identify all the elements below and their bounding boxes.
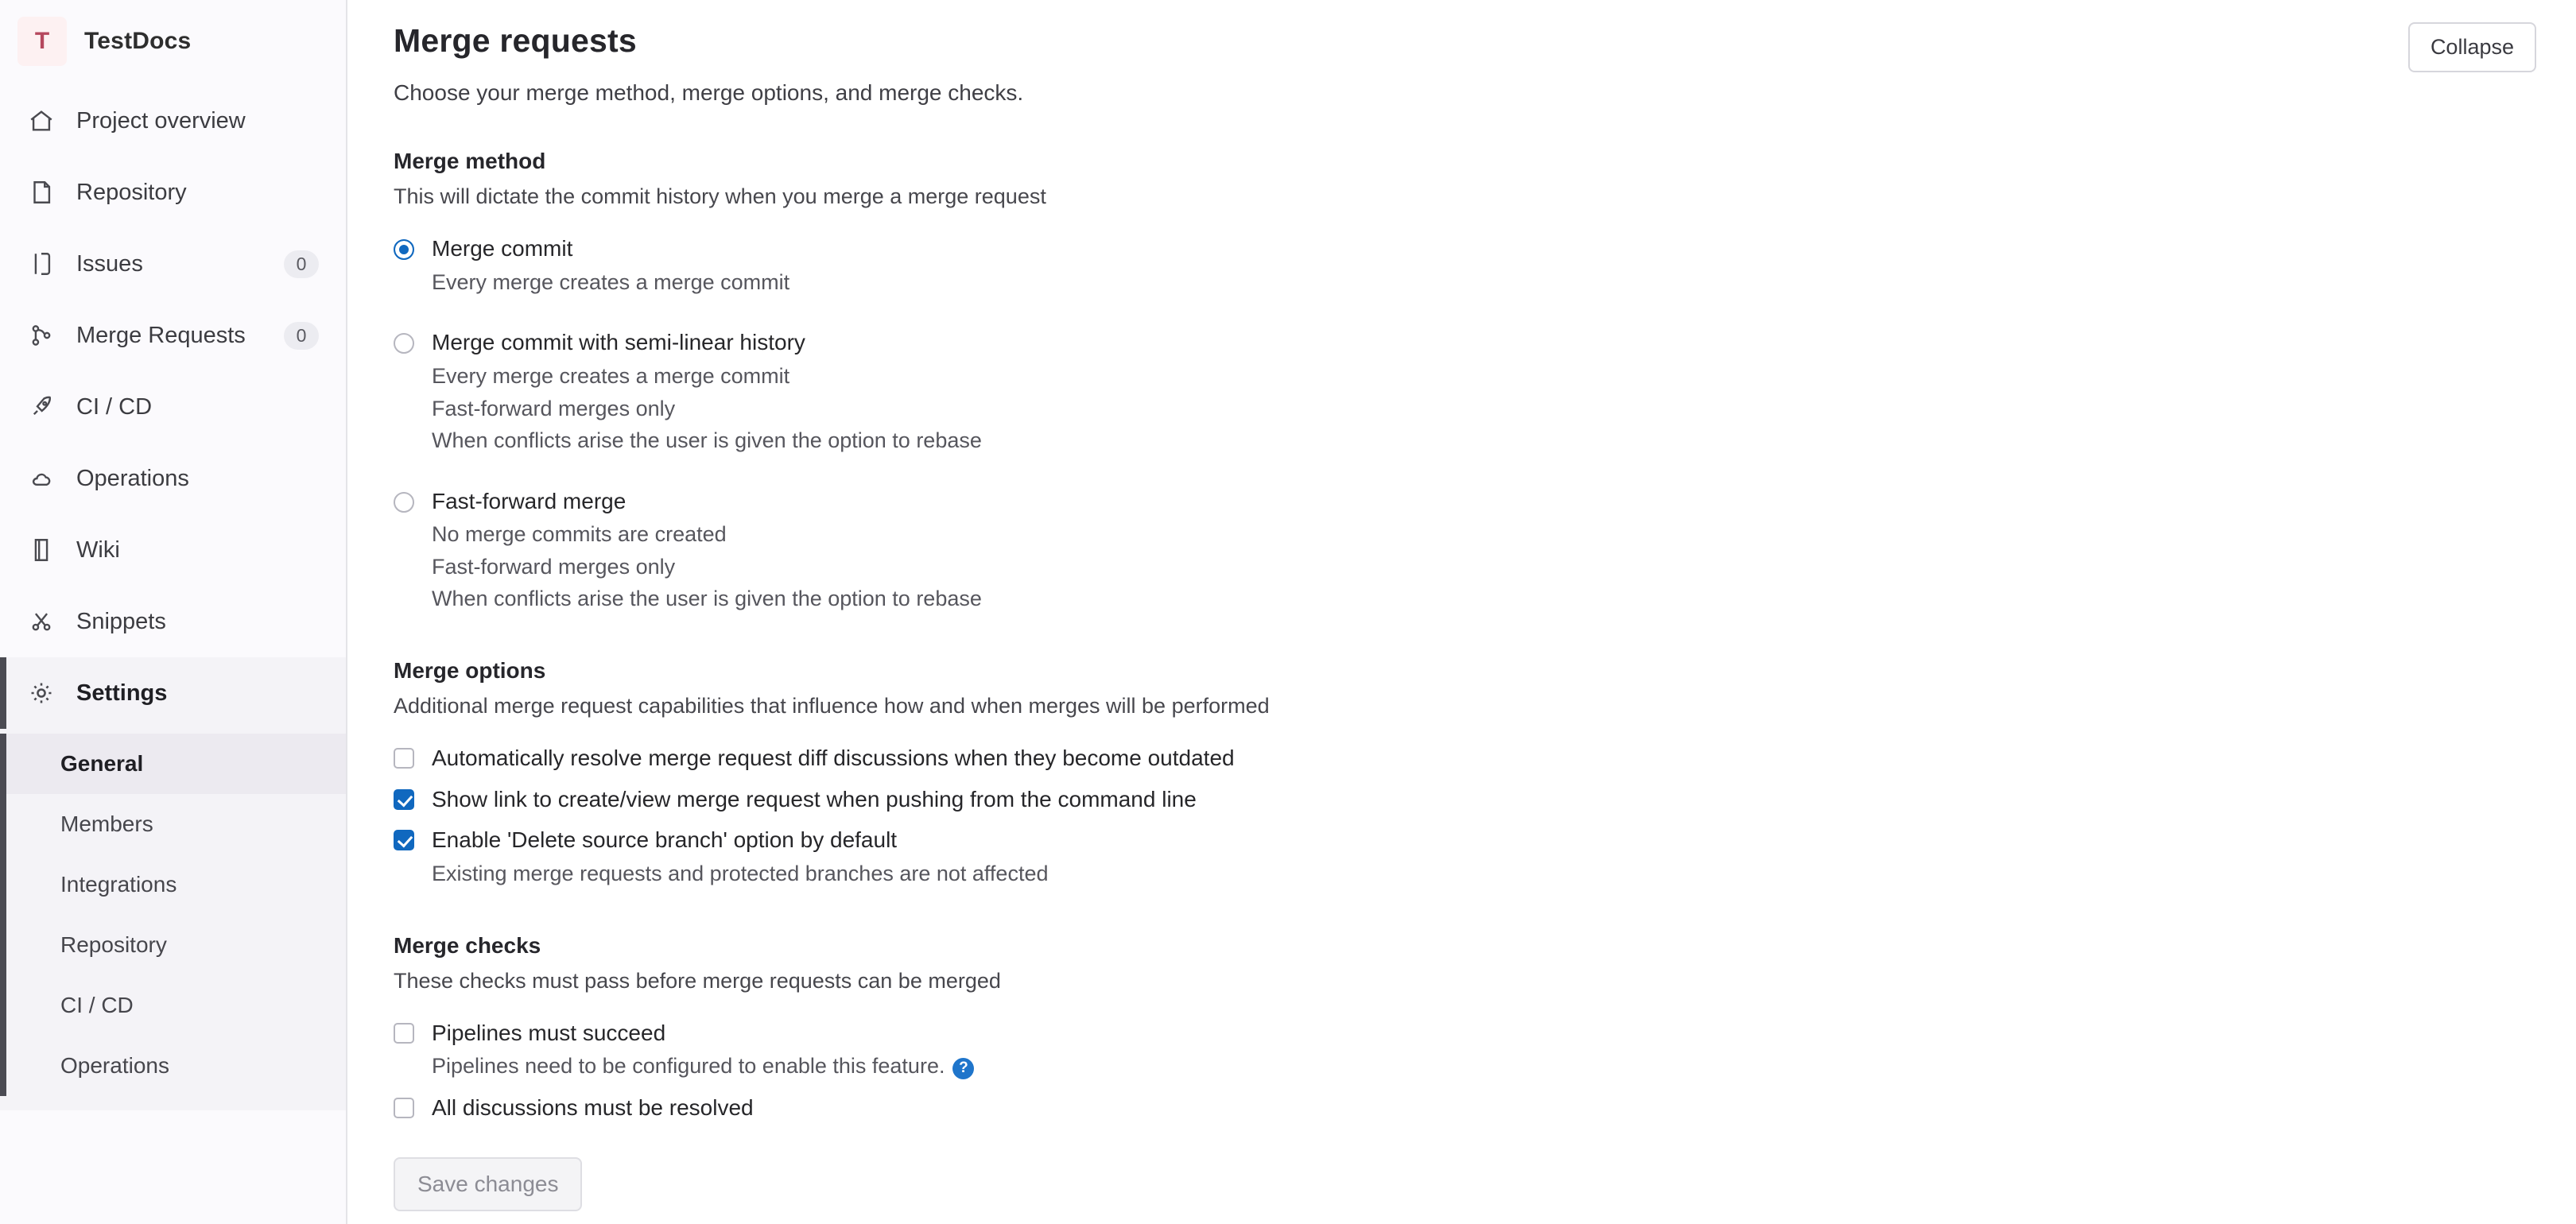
checkbox-pipelines-must-succeed[interactable] [394, 1023, 414, 1044]
subnav-item-label: General [60, 751, 144, 776]
subnav-item-label: Integrations [60, 872, 177, 897]
checkbox-option-show-link-push[interactable] [394, 784, 2512, 815]
checkbox-auto-resolve-discussions[interactable] [394, 748, 414, 769]
main-content [347, 0, 2576, 1224]
radio-label: Merge commit [432, 236, 573, 261]
sidebar-item-snippets[interactable] [0, 586, 346, 657]
issues-icon [27, 250, 56, 278]
subnav-item-label: Repository [60, 932, 167, 957]
radio-desc-line: Fast-forward merges only [432, 554, 676, 579]
sidebar-item-label: Merge Requests [76, 322, 246, 348]
checkbox-option-all-discussions-resolved[interactable] [394, 1092, 2512, 1124]
project-brand[interactable] [0, 0, 346, 83]
project-avatar: T [17, 17, 67, 66]
subnav-item-general[interactable] [0, 734, 346, 794]
merge-method-description: This will dictate the commit history when you merge a merge request [394, 184, 1046, 208]
sidebar-item-merge-requests[interactable] [0, 300, 346, 371]
merge-checks-list [394, 1017, 2512, 1124]
help-icon[interactable]: ? [952, 1058, 974, 1079]
sidebar-item-issues[interactable] [0, 228, 346, 300]
radio-desc-line: When conflicts arise the user is given the option to rebase [432, 587, 982, 611]
merge-method-options [394, 233, 2512, 615]
sidebar-item-label: Settings [76, 680, 168, 706]
radio-merge-commit-semi-linear[interactable] [394, 333, 414, 354]
merge-method-section [394, 149, 2512, 615]
subnav-item-ci-cd[interactable] [0, 975, 346, 1036]
merge-options-section [394, 658, 2512, 890]
sidebar-item-label: Repository [76, 179, 187, 205]
sidebar [0, 0, 347, 1224]
gear-icon [27, 679, 56, 707]
merge-options-description: Additional merge request capabilities that influence how and when merges will be performed [394, 693, 1270, 718]
project-name: TestDocs [84, 27, 192, 54]
subnav-item-label: Operations [60, 1053, 169, 1078]
radio-option-merge-commit[interactable] [394, 233, 2512, 298]
sidebar-item-project-overview[interactable] [0, 85, 346, 157]
merge-requests-icon [27, 321, 56, 350]
radio-merge-commit[interactable] [394, 239, 414, 260]
radio-desc-line: When conflicts arise the user is given the option to rebase [432, 428, 982, 452]
pipelines-help-text: Pipelines need to be configured to enable this feature. [432, 1054, 945, 1079]
home-icon [27, 107, 56, 135]
merge-method-title: Merge method [394, 149, 546, 173]
subnav-item-integrations[interactable] [0, 854, 346, 915]
settings-subnav [0, 729, 346, 1110]
sidebar-item-ci-cd[interactable] [0, 371, 346, 443]
sidebar-item-label: CI / CD [76, 393, 153, 420]
subnav-active-rail [0, 734, 6, 1096]
snippet-icon [27, 607, 56, 636]
checkbox-label: Automatically resolve merge request diff discussions when they become outdated [432, 745, 1235, 770]
merge-checks-description: These checks must pass before merge requests can be merged [394, 968, 1001, 993]
radio-label: Fast-forward merge [432, 488, 627, 513]
checkbox-all-discussions-resolved[interactable] [394, 1098, 414, 1118]
page-subtitle: Choose your merge method, merge options, and merge checks. [394, 80, 1024, 105]
subnav-item-label: CI / CD [60, 993, 134, 1017]
page-title: Merge requests [394, 22, 637, 59]
sidebar-item-label: Wiki [76, 536, 120, 563]
sidebar-item-wiki[interactable] [0, 514, 346, 586]
radio-desc-line: Every merge creates a merge commit [432, 364, 790, 388]
sidebar-nav [0, 83, 346, 1110]
sidebar-item-settings[interactable] [0, 657, 346, 729]
merge-checks-section [394, 933, 2512, 1124]
checkbox-label: All discussions must be resolved [432, 1094, 754, 1120]
subnav-item-operations[interactable] [0, 1036, 346, 1096]
collapse-button[interactable]: Collapse [2408, 22, 2536, 72]
sidebar-item-label: Snippets [76, 608, 166, 634]
sidebar-item-label: Operations [76, 465, 189, 491]
issues-count-badge: 0 [284, 250, 319, 278]
rocket-icon [27, 393, 56, 421]
subnav-item-members[interactable] [0, 794, 346, 854]
radio-option-semi-linear[interactable] [394, 327, 2512, 456]
merge-requests-count-badge: 0 [284, 322, 319, 350]
checkbox-option-auto-resolve-discussions[interactable] [394, 742, 2512, 774]
checkbox-option-delete-source-branch[interactable] [394, 824, 2512, 889]
radio-desc-line: Fast-forward merges only [432, 396, 676, 420]
sidebar-item-label: Project overview [76, 107, 246, 134]
checkbox-desc-line [432, 1050, 2512, 1083]
radio-desc-line: No merge commits are created [432, 522, 727, 547]
book-icon [27, 536, 56, 564]
merge-checks-title: Merge checks [394, 932, 541, 958]
checkbox-show-link-push[interactable] [394, 789, 414, 810]
cloud-gear-icon [27, 464, 56, 493]
checkbox-label: Show link to create/view merge request when pushing from the command line [432, 786, 1197, 811]
save-changes-button[interactable]: Save changes [394, 1157, 582, 1211]
radio-desc-line: Every merge creates a merge commit [432, 269, 790, 294]
sidebar-item-repository[interactable] [0, 157, 346, 228]
radio-option-fast-forward[interactable] [394, 486, 2512, 615]
checkbox-label: Pipelines must succeed [432, 1020, 666, 1045]
sidebar-item-operations[interactable] [0, 443, 346, 514]
sidebar-item-label: Issues [76, 250, 143, 277]
subnav-item-repository[interactable] [0, 915, 346, 975]
checkbox-label: Enable 'Delete source branch' option by default [432, 827, 898, 853]
radio-fast-forward-merge[interactable] [394, 492, 414, 513]
checkbox-delete-source-branch[interactable] [394, 830, 414, 850]
subnav-item-label: Members [60, 811, 153, 836]
repository-icon [27, 178, 56, 207]
checkbox-desc-line: Existing merge requests and protected branches are not affected [432, 862, 1049, 885]
checkbox-option-pipelines-must-succeed[interactable] [394, 1017, 2512, 1083]
merge-options-title: Merge options [394, 657, 546, 683]
radio-label: Merge commit with semi-linear history [432, 330, 805, 355]
merge-options-list [394, 742, 2512, 890]
